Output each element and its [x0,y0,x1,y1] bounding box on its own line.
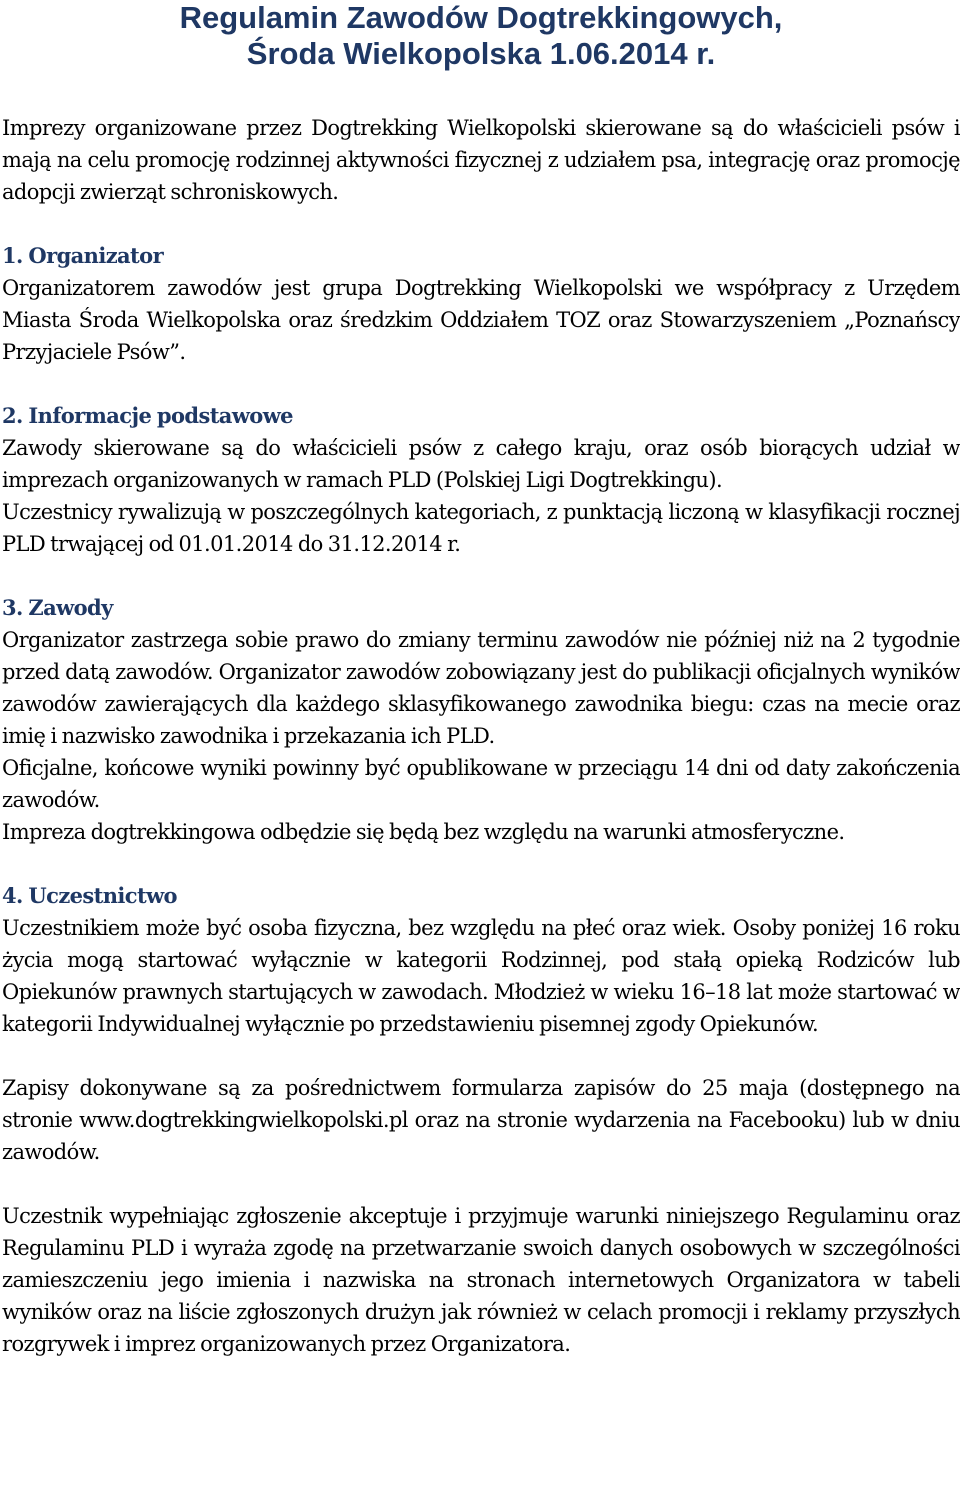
document-title-line-2: Środa Wielkopolska 1.06.2014 r. [246,36,716,71]
section-paragraph: Uczestnicy rywalizują w poszczególnych kategoriach, z punktacją liczoną w klasyfikacji rocznej PLD trwającej od 01.01.2014 do 31.12.2014 r. [2,500,960,556]
section-paragraph: Zawody skierowane są do właścicieli psów z całego kraju, oraz osób biorących udział w imprezach organizowanych w ramach PLD (Polskiej Ligi Dogtrekkingu). [2,436,960,492]
document-title [2,0,960,72]
section-informacje-podstawowe [2,400,960,560]
section-uczestnictwo [2,880,960,1360]
section-heading: 4. Uczestnictwo [2,883,177,908]
registration-paragraph: Zapisy dokonywane są za pośrednictwem formularza zapisów do 25 maja (dostępnego na stronie www.dogtrekkingwielkopolski.pl oraz na stronie wydarzenia na Facebooku) lub w dniu zawodów. [2,1076,960,1164]
section-paragraph: Organizator zastrzega sobie prawo do zmiany terminu zawodów nie później niż na 2 tygodnie przed datą zawodów. Organizator zawodów zobowiązany jest do publikacji oficjalnych wyników zawodów zawierających dla każdego sklasyfikowanego zawodnika biegu: czas na mecie oraz imię i nazwisko zawodnika i przekazania ich PLD. [2,628,960,748]
section-heading: 3. Zawody [2,595,113,620]
section-zawody [2,592,960,848]
section-organizator [2,240,960,368]
section-paragraph: Oficjalne, końcowe wyniki powinny być opublikowane w przeciągu 14 dni od daty zakończenia zawodów. [2,756,960,812]
consent-paragraph: Uczestnik wypełniając zgłoszenie akceptuje i przyjmuje warunki niniejszego Regulaminu oraz Regulaminu PLD i wyraża zgodę na przetwarzanie swoich danych osobowych w szczególności zamieszczeniu jego imienia i nazwiska na stronach internetowych Organizatora w tabeli wyników oraz na liście zgłoszonych drużyn jak również w celach promocji i reklamy przyszłych rozgrywek i imprez organizowanych przez Organizatora. [2,1204,960,1356]
document-body [2,112,960,1360]
section-heading: 1. Organizator [2,243,164,268]
section-paragraph: Organizatorem zawodów jest grupa Dogtrekking Wielkopolski we współpracy z Urzędem Miasta Środa Wielkopolska oraz średzkim Oddziałem TOZ oraz Stowarzyszeniem „Poznańscy Przyjaciele Psów”. [2,276,960,364]
section-paragraph: Uczestnikiem może być osoba fizyczna, bez względu na płeć oraz wiek. Osoby poniżej 16 roku życia mogą startować wyłącznie w kategorii Rodzinnej, pod stałą opieką Rodziców lub Opiekunów prawnych startujących w zawodach. Młodzież w wieku 16–18 lat może startować w kategorii Indywidualnej wyłącznie po przedstawieniu pisemnej zgody Opiekunów. [2,916,960,1036]
section-paragraph: Impreza dogtrekkingowa odbędzie się będą bez względu na warunki atmosferyczne. [2,820,845,844]
intro-paragraph: Imprezy organizowane przez Dogtrekking Wielkopolski skierowane są do właścicieli psów i mają na celu promocję rodzinnej aktywności fizycznej z udziałem psa, integrację oraz promocję adopcji zwierząt schroniskowych. [2,116,960,204]
document-title-line-1: Regulamin Zawodów Dogtrekkingowych, [179,0,783,35]
section-heading: 2. Informacje podstawowe [2,403,293,428]
